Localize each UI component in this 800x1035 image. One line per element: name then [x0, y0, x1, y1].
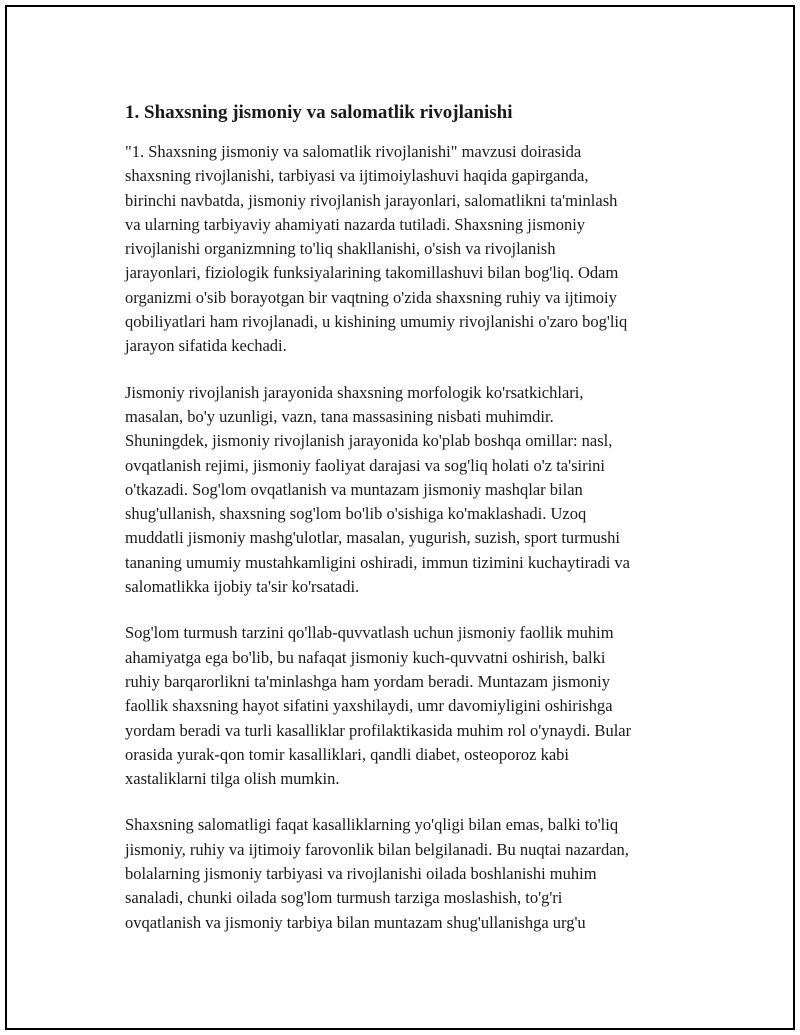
text-line: ahamiyatga ega bo'lib, bu nafaqat jismoniy kuch-quvvatni oshirish, balki — [125, 647, 606, 667]
text-line: Jismoniy rivojlanish jarayonida shaxsning morfologik ko'rsatkichlari, — [125, 382, 584, 402]
paragraph-4 — [125, 813, 695, 934]
text-line: shaxsning rivojlanishi, tarbiyasi va ijtimoiylashuvi haqida gapirganda, — [125, 166, 589, 186]
text-line: "1. Shaxsning jismoniy va salomatlik rivojlanishi" mavzusi doirasida — [125, 142, 582, 161]
paragraph-1 — [125, 140, 695, 359]
text-line: o'tkazadi. Sog'lom ovqatlanish va muntazam jismoniy mashqlar bilan — [125, 479, 583, 499]
text-line: faollik shaxsning hayot sifatini yaxshilaydi, umr davomiyligini oshirishga — [125, 696, 613, 716]
text-line: rivojlanishi organizmning to'liq shakllanishi, o'sish va rivojlanish — [125, 239, 556, 259]
text-line: yordam beradi va turli kasalliklar profilaktikasida muhim rol o'ynaydi. Bular — [125, 720, 632, 740]
text-line: Shaxsning salomatligi faqat kasalliklarning yo'qligi bilan emas, balki to'liq — [125, 815, 619, 835]
text-line: organizmi o'sib borayotgan bir vaqtning o'zida shaxsning ruhiy va ijtimoiy — [125, 287, 617, 307]
text-line: jarayonlari, fiziologik funksiyalarining takomillashuvi bilan bog'liq. Odam — [125, 263, 619, 283]
text-line: jismoniy, ruhiy va ijtimoiy farovonlik bilan belgilanadi. Bu nuqtai nazardan, — [125, 839, 629, 859]
document-body — [125, 100, 695, 957]
paragraph-3 — [125, 621, 695, 791]
text-line: jarayon sifatida kechadi. — [125, 336, 287, 356]
text-line: muddatli jismoniy mashg'ulotlar, masalan, yugurish, suzish, sport turmushi — [125, 528, 620, 548]
text-line: va ularning tarbiyaviy ahamiyati nazarda tutiladi. Shaxsning jismoniy — [125, 214, 586, 234]
page-frame — [5, 5, 795, 1030]
text-line: Sog'lom turmush tarzini qo'llab-quvvatlash uchun jismoniy faollik muhim — [125, 623, 614, 643]
text-line: xastaliklarni tilga olish mumkin. — [125, 769, 340, 789]
text-line: orasida yurak-qon tomir kasalliklari, qandli diabet, osteoporoz kabi — [125, 744, 570, 764]
text-line: ruhiy barqarorlikni ta'minlashga ham yordam beradi. Muntazam jismoniy — [125, 671, 611, 691]
document-title: 1. Shaxsning jismoniy va salomatlik rivojlanishi — [125, 102, 513, 123]
text-line: birinchi navbatda, jismoniy rivojlanish jarayonlari, salomatlikni ta'minlash — [125, 190, 618, 210]
text-line: sanaladi, chunki oilada sog'lom turmush tarziga moslashish, to'g'ri — [125, 888, 563, 908]
text-line: Shuningdek, jismoniy rivojlanish jarayonida ko'plab boshqa omillar: nasl, — [125, 431, 613, 451]
text-line: shug'ullanish, shaxsning sog'lom bo'lib o'sishiga ko'maklashadi. Uzoq — [125, 504, 587, 524]
text-line: salomatlikka ijobiy ta'sir ko'rsatadi. — [125, 577, 360, 597]
text-line: bolalarning jismoniy tarbiyasi va rivojlanishi oilada boshlanishi muhim — [125, 864, 597, 884]
text-line: ovqatlanish rejimi, jismoniy faoliyat darajasi va sog'liq holati o'z ta'sirini — [125, 455, 605, 475]
text-line: masalan, bo'y uzunligi, vazn, tana massasining nisbati muhimdir. — [125, 406, 554, 426]
text-line: ovqatlanish va jismoniy tarbiya bilan muntazam shug'ullanishga urg'u — [125, 912, 586, 932]
paragraph-2 — [125, 381, 695, 600]
text-line: tananing umumiy mustahkamligini oshiradi, immun tizimini kuchaytiradi va — [125, 552, 631, 572]
text-line: qobiliyatlari ham rivojlanadi, u kishining umumiy rivojlanishi o'zaro bog'liq — [125, 312, 628, 332]
